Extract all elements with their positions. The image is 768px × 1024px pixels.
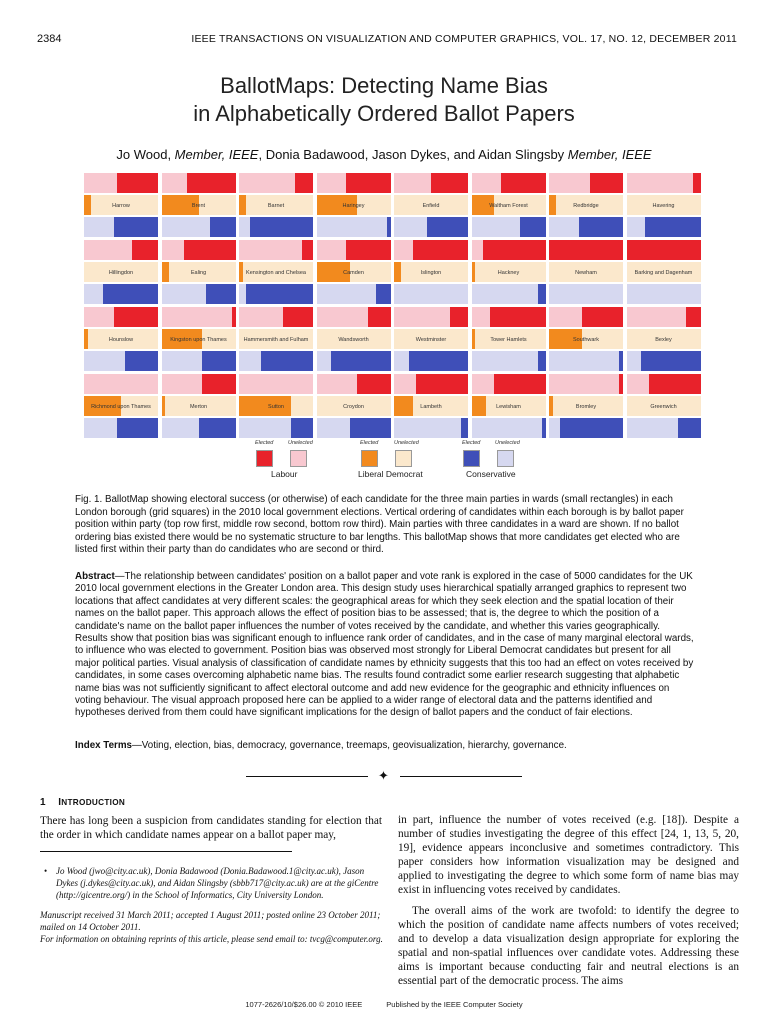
party-bar-con bbox=[472, 418, 546, 438]
elected-fill bbox=[461, 418, 468, 438]
party-bar-con bbox=[162, 418, 236, 438]
party-bar-lab bbox=[84, 374, 158, 394]
borough-cell bbox=[317, 240, 391, 304]
party-bar-lab bbox=[317, 173, 391, 193]
party-bar-lab bbox=[627, 240, 701, 260]
party-bar-lab bbox=[394, 307, 468, 327]
authors bbox=[0, 147, 768, 162]
borough-name: Bexley bbox=[655, 337, 672, 343]
borough-cell bbox=[627, 307, 701, 371]
elected-fill bbox=[125, 351, 158, 371]
elected-fill bbox=[114, 307, 158, 327]
borough-name: Hackney bbox=[497, 270, 520, 276]
borough-name: Wandsworth bbox=[338, 337, 369, 343]
title-line-2: in Alphabetically Ordered Ballot Papers bbox=[193, 101, 575, 126]
legend-elected-label: Elected bbox=[462, 440, 481, 446]
footnote-rule bbox=[40, 851, 292, 852]
divider-line-left bbox=[246, 776, 368, 777]
borough-name: Westminster bbox=[415, 337, 447, 343]
borough-cell bbox=[394, 173, 468, 237]
borough-cell bbox=[394, 307, 468, 371]
party-bar-lab bbox=[627, 374, 701, 394]
divider-diamond-icon: ✦ bbox=[378, 768, 389, 783]
borough-name: Southwark bbox=[573, 337, 599, 343]
elected-fill bbox=[693, 173, 700, 193]
party-bar-con bbox=[394, 284, 468, 304]
figure-legend bbox=[255, 438, 535, 483]
borough-cell bbox=[162, 240, 236, 304]
borough-cell bbox=[84, 240, 158, 304]
elected-fill bbox=[678, 418, 700, 438]
elected-fill bbox=[346, 240, 390, 260]
elected-fill bbox=[645, 217, 701, 237]
bullet-icon: • bbox=[44, 866, 48, 876]
party-bar-con bbox=[162, 351, 236, 371]
borough-cell bbox=[549, 173, 623, 237]
legend-elected-label: Elected bbox=[255, 440, 274, 446]
footnote-manuscript: Manuscript received 31 March 2011; accepted 1 August 2011; posted online 23 October 2011; mailed on 14 October 2011. bbox=[40, 910, 381, 932]
legend-elected-label: Elected bbox=[360, 440, 379, 446]
abstract-label: Abstract bbox=[75, 571, 115, 582]
elected-fill bbox=[283, 307, 313, 327]
footnote-affiliation bbox=[40, 865, 385, 901]
labour-unelected-swatch bbox=[290, 450, 307, 467]
conservative-elected-swatch bbox=[463, 450, 480, 467]
borough-cell bbox=[239, 374, 313, 438]
section-number: 1 bbox=[40, 797, 46, 808]
borough-name: Kensington and Chelsea bbox=[246, 270, 306, 276]
elected-fill bbox=[184, 240, 236, 260]
elected-fill bbox=[202, 351, 235, 371]
borough-name: Camden bbox=[343, 270, 364, 276]
elected-fill bbox=[117, 418, 158, 438]
party-bar-lab bbox=[84, 307, 158, 327]
borough-name: Redbridge bbox=[573, 203, 599, 209]
elected-fill bbox=[103, 284, 159, 304]
elected-fill bbox=[331, 351, 390, 371]
borough-cell bbox=[317, 374, 391, 438]
paper-title bbox=[0, 72, 768, 128]
party-bar-con bbox=[472, 351, 546, 371]
elected-fill bbox=[542, 418, 546, 438]
libdem-unelected-swatch bbox=[395, 450, 412, 467]
borough-cell bbox=[162, 173, 236, 237]
elected-fill bbox=[117, 173, 158, 193]
party-bar-con bbox=[627, 418, 701, 438]
elected-fill bbox=[416, 374, 468, 394]
party-bar-lab bbox=[549, 173, 623, 193]
elected-fill bbox=[641, 351, 700, 371]
borough-name: Tower Hamlets bbox=[490, 337, 527, 343]
title-line-1: BallotMaps: Detecting Name Bias bbox=[220, 73, 548, 98]
borough-name: Waltham Forest bbox=[489, 203, 528, 209]
party-bar-lab bbox=[162, 173, 236, 193]
elected-fill bbox=[501, 173, 545, 193]
borough-cell bbox=[239, 307, 313, 371]
party-bar-con bbox=[239, 217, 313, 237]
borough-cell bbox=[84, 374, 158, 438]
party-bar-lab bbox=[394, 240, 468, 260]
party-bar-con bbox=[317, 217, 391, 237]
borough-cell bbox=[549, 374, 623, 438]
borough-cell bbox=[84, 173, 158, 237]
borough-cell bbox=[627, 240, 701, 304]
author-last-role: Member, IEEE bbox=[567, 147, 652, 162]
borough-cell bbox=[627, 374, 701, 438]
intro-paragraph-1: in part, influence the number of votes received (e.g. [18]). Despite a number of studies investigating the degree of this effect [24, 1, 13, 5, 20, 19], evidence appears inconclusive and sometimes contradictory. This paper considers how information visualization may be designed and applied to investigating the degree to which some form of name bias may exist in influencing votes received by candidates. bbox=[398, 814, 739, 896]
legend-labour: Labour bbox=[271, 469, 298, 479]
elected-fill bbox=[210, 217, 236, 237]
party-bar-lab bbox=[394, 173, 468, 193]
party-bar-con bbox=[394, 351, 468, 371]
party-bar-con bbox=[239, 284, 313, 304]
borough-name: Havering bbox=[652, 203, 675, 209]
party-bar-lab bbox=[317, 374, 391, 394]
intro-right-column bbox=[398, 814, 739, 989]
elected-fill bbox=[431, 173, 468, 193]
borough-cell bbox=[549, 240, 623, 304]
party-bar-lab bbox=[239, 240, 313, 260]
party-bar-lab bbox=[84, 240, 158, 260]
borough-name: Haringey bbox=[342, 203, 365, 209]
footnote-reprints: For information on obtaining reprints of this article, please send email to: tvcg@computer.org. bbox=[40, 934, 383, 944]
page-footer bbox=[0, 1000, 768, 1009]
borough-name: Richmond upon Thames bbox=[91, 404, 151, 410]
borough-name: Bromley bbox=[575, 404, 597, 410]
party-bar-con bbox=[239, 351, 313, 371]
divider-line-right bbox=[400, 776, 522, 777]
borough-name: Sutton bbox=[268, 404, 284, 410]
borough-name: Lewisham bbox=[496, 404, 521, 410]
borough-cell bbox=[317, 173, 391, 237]
party-bar-con bbox=[317, 284, 391, 304]
legend-conservative: Conservative bbox=[466, 469, 516, 479]
elected-fill bbox=[619, 374, 623, 394]
elected-fill bbox=[295, 173, 314, 193]
legend-unelected-label: Unelected bbox=[495, 440, 520, 446]
abstract-text: —The relationship between candidates' position on a ballot paper and vote rank is explored in the case of 5000 candidates for the UK 2010 local government elections in the Greater London area. This design study uses hierarchical spatially arranged graphics to represent two locations that affect candidates at very different scales: the geographical areas for which they seek election and the spatial location of their names on the ballot paper. This approach allows the effect of position bias to be assessed; that is, the degree to which the position of a candidate's name on the ballot paper influences the number of votes received by the candidate, and whether this varies geographically. Results show that position bias was significant enough to influence rank order of candidates, and in the case of many marginal electoral wards, to influence who was elected to government. Position bias was observed most strongly for Liberal Democrat candidates but present for all major political parties. Visual analysis of classification of candidate names by ethnicity suggests that this too had an effect on votes received by candidates, in some cases overcoming alphabetic name bias. The results found contradict some earlier research suggesting that alphabetic name bias was not sufficiently significant to affect electoral outcome and add new evidence for the geographic and ethnicity influences on voting behaviour. The visual approach proposed here can be applied to a wider range of electoral data and the patterns identified and hypotheses derived from them could have significant implications for the design of ballot papers and the conduct of fair elections. bbox=[75, 571, 694, 719]
conservative-unelected-swatch bbox=[497, 450, 514, 467]
elected-fill bbox=[132, 240, 158, 260]
party-bar-lab bbox=[549, 307, 623, 327]
elected-fill bbox=[187, 173, 235, 193]
party-bar-lab bbox=[549, 374, 623, 394]
borough-name: Merton bbox=[189, 404, 208, 410]
elected-fill bbox=[649, 374, 701, 394]
borough-cell bbox=[472, 240, 546, 304]
elected-fill bbox=[291, 418, 313, 438]
borough-cell bbox=[472, 374, 546, 438]
index-terms-label: Index Terms bbox=[75, 740, 132, 751]
borough-cell bbox=[394, 240, 468, 304]
borough-cell bbox=[394, 374, 468, 438]
elected-fill bbox=[627, 240, 701, 260]
elected-fill bbox=[261, 351, 313, 371]
elected-fill bbox=[232, 307, 236, 327]
author-1: Jo Wood, bbox=[116, 147, 175, 162]
elected-fill bbox=[206, 284, 236, 304]
party-bar-con bbox=[84, 284, 158, 304]
intro-paragraph-2: The overall aims of the work are twofold: to identify the degree to which the position of candidate name affects numbers of votes received; and to develop a data visualization design appropriate for exploring the spatial and non-spatial influences over candidate votes. Addressing these aims is important because conducting fair and neutral elections is an essential part of the democratic process. The aims bbox=[398, 905, 739, 987]
elected-fill bbox=[619, 351, 623, 371]
borough-cell bbox=[84, 307, 158, 371]
party-bar-con bbox=[472, 217, 546, 237]
party-bar-lab bbox=[472, 240, 546, 260]
borough-cell bbox=[162, 374, 236, 438]
intro-left-column: There has long been a suspicion from candidates standing for election that the order in which candidate names appear on a ballot paper may, bbox=[40, 815, 382, 841]
borough-name: Kingston upon Thames bbox=[170, 337, 227, 343]
borough-name: Lambeth bbox=[420, 404, 442, 410]
elected-fill bbox=[579, 217, 623, 237]
party-bar-lab bbox=[317, 307, 391, 327]
party-bar-con bbox=[317, 351, 391, 371]
party-bar-lab bbox=[627, 173, 701, 193]
elected-fill bbox=[490, 307, 546, 327]
elected-fill bbox=[250, 217, 313, 237]
borough-cell bbox=[239, 173, 313, 237]
borough-name: Hillingdon bbox=[108, 270, 134, 276]
section-heading-rest: NTRODUCTION bbox=[61, 798, 126, 807]
elected-fill bbox=[246, 284, 313, 304]
journal-header: IEEE TRANSACTIONS ON VISUALIZATION AND COMPUTER GRAPHICS, VOL. 17, NO. 12, DECEMBER 2011 bbox=[191, 33, 737, 45]
footnotes bbox=[40, 865, 385, 945]
figure-caption: Fig. 1. BallotMap showing electoral success (or otherwise) of each candidate for the three main parties in wards (small rectangles) in each London borough (grid squares) in the 2010 local government elections. Vertical ordering of candidates within each borough is by ballot paper position within party (top row first, middle row second, bottom row third). Main parties with three candidates in a ward are shown. If no ballot ordering bias existed there would be no systematic structure to bar lengths. This ballotMap shows that more candidates get elected who are listed first within their party than do candidates who are second or third. bbox=[75, 494, 684, 555]
elected-fill bbox=[538, 284, 545, 304]
elected-fill bbox=[560, 418, 623, 438]
party-bar-con bbox=[239, 418, 313, 438]
elected-fill bbox=[350, 418, 391, 438]
party-bar-con bbox=[549, 284, 623, 304]
borough-cell bbox=[162, 307, 236, 371]
borough-name: Croydon bbox=[343, 404, 364, 410]
footer-publisher: Published by the IEEE Computer Society bbox=[386, 1000, 523, 1009]
elected-fill bbox=[413, 240, 469, 260]
borough-name: Enfield bbox=[422, 203, 440, 209]
elected-fill bbox=[199, 418, 236, 438]
page-number: 2384 bbox=[37, 33, 62, 45]
elected-fill bbox=[686, 307, 701, 327]
party-bar-con bbox=[549, 217, 623, 237]
elected-fill bbox=[549, 240, 623, 260]
legend-unelected-label: Unelected bbox=[288, 440, 313, 446]
party-bar-con bbox=[84, 351, 158, 371]
affiliation-text: Jo Wood (jwo@city.ac.uk), Donia Badawood (Donia.Badawood.1@city.ac.uk), Jason Dykes (j.dykes@city.ac.uk), and Aidan Slingsby (sbbb717@city.ac.uk) are at the giCentre (http://gicentre.org/) in the School of Informatics, City University London. bbox=[56, 866, 379, 900]
borough-name: Harrow bbox=[112, 203, 130, 209]
borough-cell bbox=[627, 173, 701, 237]
party-bar-con bbox=[84, 217, 158, 237]
borough-name: Ealing bbox=[190, 270, 207, 276]
elected-fill bbox=[582, 307, 623, 327]
elected-fill bbox=[538, 351, 545, 371]
party-bar-lab bbox=[84, 173, 158, 193]
party-bar-con bbox=[317, 418, 391, 438]
elected-fill bbox=[409, 351, 468, 371]
index-terms bbox=[75, 740, 695, 752]
borough-name: Hammersmith and Fulham bbox=[243, 337, 309, 343]
elected-fill bbox=[387, 217, 391, 237]
party-bar-con bbox=[394, 418, 468, 438]
labour-elected-swatch bbox=[256, 450, 273, 467]
party-bar-lab bbox=[472, 307, 546, 327]
legend-libdem: Liberal Democrat bbox=[358, 469, 423, 479]
party-bar-con bbox=[627, 217, 701, 237]
borough-name: Barnet bbox=[267, 203, 285, 209]
borough-cell bbox=[472, 307, 546, 371]
party-bar-con bbox=[627, 284, 701, 304]
elected-fill bbox=[202, 374, 235, 394]
author-others: , Donia Badawood, Jason Dykes, and Aidan Slingsby bbox=[258, 147, 568, 162]
party-bar-lab bbox=[549, 240, 623, 260]
elected-fill bbox=[450, 307, 469, 327]
party-bar-lab bbox=[627, 307, 701, 327]
party-bar-con bbox=[549, 351, 623, 371]
elected-fill bbox=[494, 374, 546, 394]
party-bar-con bbox=[549, 418, 623, 438]
party-bar-con bbox=[162, 284, 236, 304]
section-divider bbox=[246, 768, 522, 783]
party-bar-lab bbox=[162, 374, 236, 394]
libdem-elected-swatch bbox=[361, 450, 378, 467]
section-heading-introduction bbox=[40, 797, 125, 808]
elected-fill bbox=[520, 217, 546, 237]
borough-cell bbox=[317, 307, 391, 371]
party-bar-con bbox=[627, 351, 701, 371]
borough-name: Islington bbox=[420, 270, 442, 276]
author-1-role: Member, IEEE bbox=[174, 147, 259, 162]
index-terms-text: —Voting, election, bias, democracy, governance, treemaps, geovisualization, hierarchy, governance. bbox=[132, 740, 567, 751]
party-bar-lab bbox=[239, 374, 313, 394]
section-heading-initial: I bbox=[58, 797, 62, 808]
borough-cell bbox=[472, 173, 546, 237]
party-bar-con bbox=[162, 217, 236, 237]
party-bar-con bbox=[84, 418, 158, 438]
footer-code: 1077-2626/10/$26.00 © 2010 IEEE bbox=[245, 1000, 363, 1009]
party-bar-con bbox=[472, 284, 546, 304]
borough-cell bbox=[239, 240, 313, 304]
party-bar-lab bbox=[472, 173, 546, 193]
party-bar-lab bbox=[472, 374, 546, 394]
borough-name: Barking and Dagenham bbox=[634, 270, 693, 276]
party-bar-lab bbox=[317, 240, 391, 260]
party-bar-lab bbox=[239, 173, 313, 193]
elected-fill bbox=[427, 217, 468, 237]
elected-fill bbox=[302, 240, 313, 260]
party-bar-lab bbox=[162, 307, 236, 327]
elected-fill bbox=[376, 284, 391, 304]
borough-name: Greenwich bbox=[650, 404, 677, 410]
elected-fill bbox=[114, 217, 158, 237]
elected-fill bbox=[368, 307, 390, 327]
party-bar-con bbox=[394, 217, 468, 237]
ballotmap-figure bbox=[84, 173, 704, 438]
borough-cell bbox=[549, 307, 623, 371]
party-bar-lab bbox=[394, 374, 468, 394]
party-bar-lab bbox=[162, 240, 236, 260]
legend-unelected-label: Unelected bbox=[394, 440, 419, 446]
borough-name: Brent bbox=[191, 203, 206, 209]
elected-fill bbox=[483, 240, 546, 260]
abstract bbox=[75, 571, 695, 720]
party-bar-lab bbox=[239, 307, 313, 327]
elected-fill bbox=[346, 173, 390, 193]
borough-name: Hounslow bbox=[108, 337, 134, 343]
borough-name: Newham bbox=[575, 270, 597, 276]
elected-fill bbox=[590, 173, 623, 193]
elected-fill bbox=[357, 374, 390, 394]
